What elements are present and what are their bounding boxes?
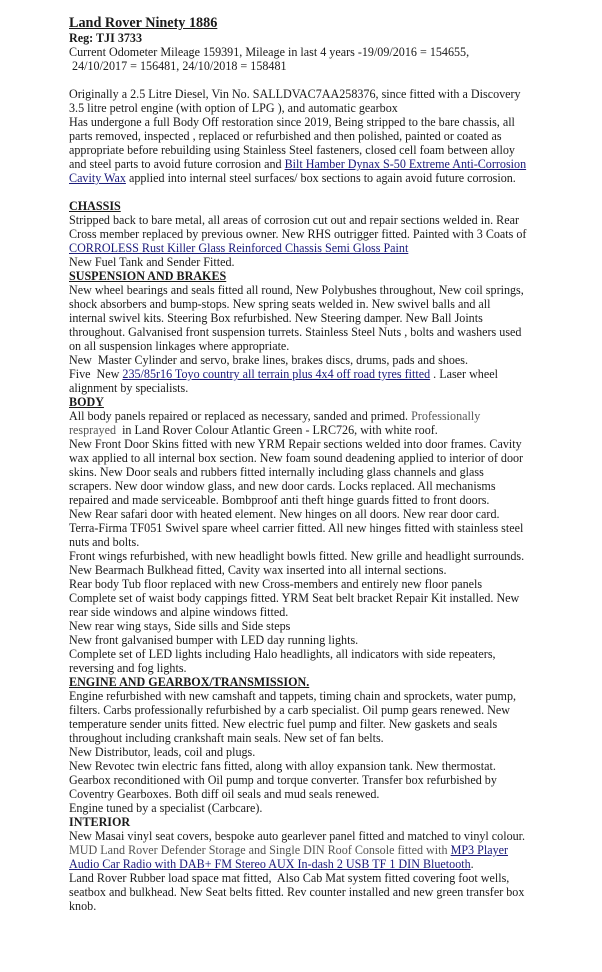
suspension-paragraph-1: New wheel bearings and seals fitted all round, New Polybushes throughout, New coil springs, shock absorbers and bump-stops. New spring seats welded in. New swivel balls and all internal swivel kits. Steering Box refurbished. New Steering damper. New Ball Joints throughout. Galvanised front suspension turrets. Stainless Steel Nuts , bolts and washers used on all suspension linkages where appropriate.	[69, 283, 524, 353]
resprayed-text: Professionally resprayed	[69, 409, 484, 437]
chassis-heading: CHASSIS	[69, 199, 121, 213]
roof-console-text: MUD Land Rover Defender Storage and Single DIN Roof Console fitted with	[69, 843, 451, 857]
registration: Reg: TJI 3733	[69, 31, 143, 45]
suspension-paragraph-3	[69, 367, 529, 395]
body-paragraph-5: Front wings refurbished, with new headlight bowls fitted. New grille and headlight surrounds.	[69, 549, 525, 563]
engine-heading: ENGINE AND GEARBOX/TRANSMISSION.	[69, 675, 310, 689]
body-paragraph-2: New Front Door Skins fitted with new YRM Repair sections welded into door frames. Cavity wax applied to all internal box section. New foam sound deadening applied to interior of door skins. New Door seals and rubbers fitted internally including glass channels and glass scrapers. New door window glass, and new door cards. Locks replaced. All mechanisms repaired and made serviceable. Bombproof anti theft hinge guards fitted to front doors.	[69, 437, 524, 507]
corroless-paint-link[interactable]: CORROLESS Rust Killer Glass Reinforced Chassis Semi Gloss Paint	[69, 241, 409, 255]
chassis-fuel-tank: New Fuel Tank and Sender Fitted.	[69, 255, 235, 269]
interior-heading: INTERIOR	[69, 815, 131, 829]
body-paragraph-3: New Rear safari door with heated element. New hinges on all doors. New rear door card.	[69, 507, 500, 521]
body-text-end: in Land Rover Colour Atlantic Green - LRC726, with white roof.	[116, 423, 438, 437]
body-paragraph-10: New front galvanised bumper with LED day running lights.	[69, 633, 359, 647]
interior-paragraph-3: Land Rover Rubber load space mat fitted, Also Cab Mat system fitted covering foot wells, seatbox and bulkhead. New Seat belts fitted. Rev counter installed and new green transfer box knob.	[69, 871, 528, 913]
body-heading: BODY	[69, 395, 104, 409]
body-text: All body panels repaired or replaced as necessary, sanded and primed.	[69, 409, 412, 423]
engine-paragraph-5: Engine tuned by a specialist (Carbcare).	[69, 801, 263, 815]
body-paragraph-8: Complete set of waist body cappings fitted. YRM Seat belt bracket Repair Kit installed. New rear side windows and alpine windows fitted.	[69, 591, 520, 619]
spacer	[69, 73, 529, 87]
body-paragraph-11: Complete set of LED lights including Halo headlights, all indicators with side repeaters, reversing and fog lights.	[69, 647, 496, 675]
chassis-paragraph	[69, 213, 529, 255]
mp3-radio-link[interactable]: MP3 Player Audio Car Radio with DAB+ FM Stereo AUX In-dash 2 USB TF 1 DIN Bluetooth	[69, 843, 509, 871]
suspension-paragraph-2: New Master Cylinder and servo, brake lines, brakes discs, drums, pads and shoes.	[69, 353, 469, 367]
intro-paragraph-2	[69, 115, 529, 185]
engine-paragraph-3: New Revotec twin electric fans fitted, along with alloy expansion tank. New thermostat.	[69, 759, 496, 773]
interior-text-end: .	[470, 857, 474, 871]
body-paragraph-9: New rear wing stays, Side sills and Side steps	[69, 619, 291, 633]
body-paragraph-1	[69, 409, 529, 437]
odometer-line: Current Odometer Mileage 159391, Mileage in last 4 years -19/09/2016 = 154655,	[69, 45, 470, 59]
intro-text-end: applied into internal steel surfaces/ box sections to again avoid future corrosion.	[125, 171, 516, 185]
intro-paragraph-1: Originally a 2.5 Litre Diesel, Vin No. SALLDVAC7AA258376, since fitted with a Discovery 3.5 litre petrol engine (with option of LPG ), and automatic gearbox	[69, 87, 521, 115]
document	[69, 15, 529, 913]
body-paragraph-7: Rear body Tub floor replaced with new Cross-members and entirely new floor panels	[69, 577, 483, 591]
bilt-hamber-link[interactable]: Bilt Hamber Dynax S-50 Extreme Anti-Corrosion Cavity Wax	[69, 157, 527, 185]
suspension-heading: SUSPENSION AND BRAKES	[69, 269, 227, 283]
chassis-text: Stripped back to bare metal, all areas of corrosion cut out and repair sections welded in. Rear Cross member replaced by previous owner. New RHS outrigger fitted. Painted with 3 Coats of	[69, 213, 527, 241]
document-title: Land Rover Ninety 1886	[69, 15, 218, 31]
engine-paragraph-2: New Distributor, leads, coil and plugs.	[69, 745, 256, 759]
interior-paragraph-2	[69, 843, 529, 871]
body-paragraph-6: New Bearmach Bulkhead fitted, Cavity wax inserted into all internal sections.	[69, 563, 447, 577]
body-paragraph-4: Terra-Firma TF051 Swivel spare wheel carrier fitted. All new hinges fitted with stainless steel nuts and bolts.	[69, 521, 524, 549]
intro-text: Has undergone a full Body Off restoration since 2019, Being stripped to the bare chassis, all parts removed, inspected , replaced or refurbished and then polished, painted or coated as appropriate before rebuilding using Stainless Steel fasteners, closed cell foam between alloy and steel parts to avoid future corrosion and	[69, 115, 515, 171]
tyres-text: Five New	[69, 367, 123, 381]
engine-paragraph-4: Gearbox reconditioned with Oil pump and torque converter. Transfer box refurbished by Coventry Gearboxes. Both diff oil seals and mud seals renewed.	[69, 773, 497, 801]
tyres-text-end: . Laser wheel alignment by specialists.	[69, 367, 501, 395]
odometer-line-2: 24/10/2017 = 156481, 24/10/2018 = 158481	[69, 59, 287, 73]
toyo-tyres-link[interactable]: 235/85r16 Toyo country all terrain plus 4x4 off road tyres fitted	[122, 367, 431, 381]
spacer	[69, 185, 529, 199]
interior-paragraph-1: New Masai vinyl seat covers, bespoke auto gearlever panel fitted and matched to vinyl colour.	[69, 829, 526, 843]
engine-paragraph-1: Engine refurbished with new camshaft and tappets, timing chain and sprockets, water pump, filters. Carbs professionally refurbished by a carb specialist. Oil pump gears renewed. New temperature sender units fitted. New electric fuel pump and filter. New gaskets and seals throughout including crankshaft main seals. New set of fan belts.	[69, 689, 517, 745]
